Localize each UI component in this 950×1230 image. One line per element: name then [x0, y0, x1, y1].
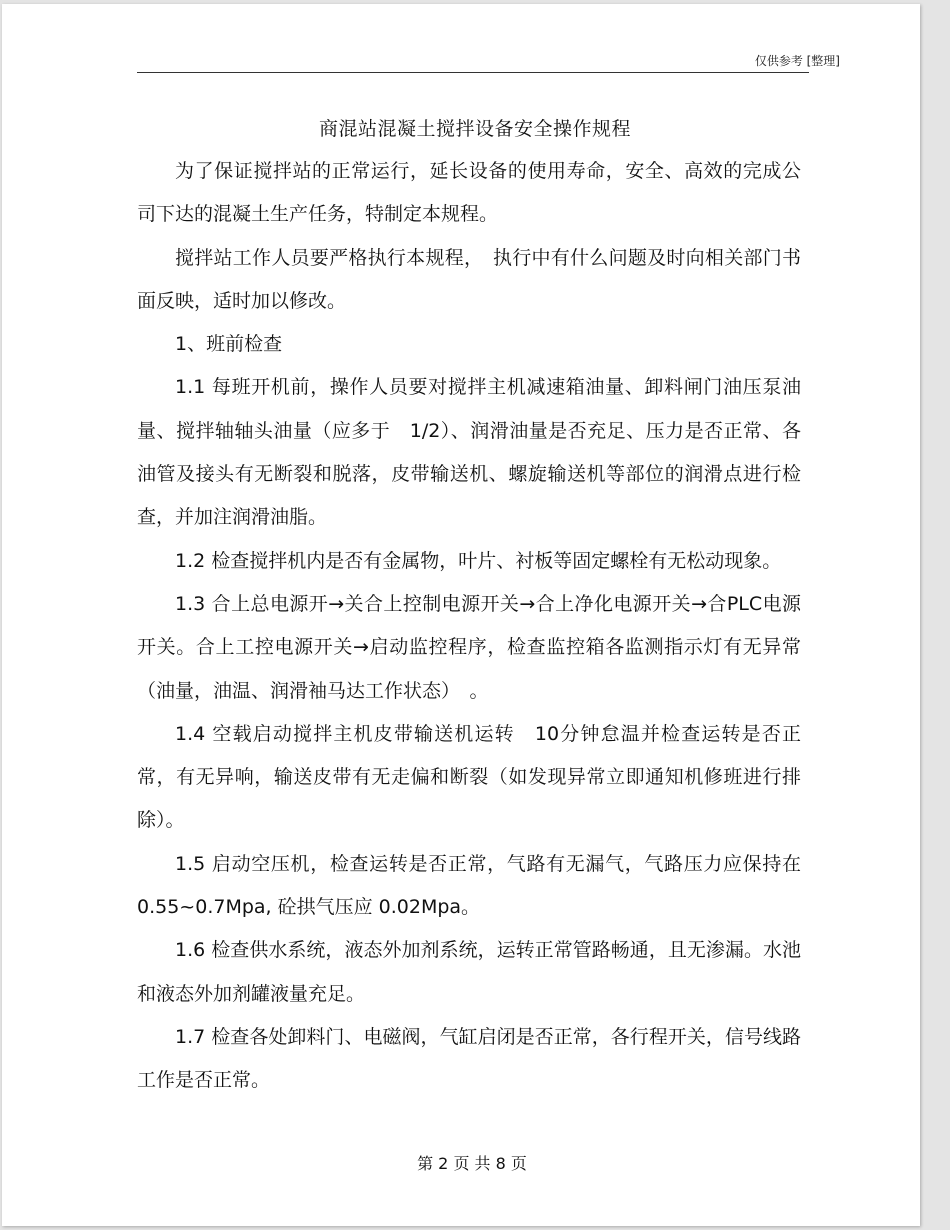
- paragraph-1-4: 1.4 空载启动搅拌主机皮带输送机运转 10分钟怠温并检查运转是否正常，有无异响，输送皮带有无走偏和断裂（如发现异常立即通知机修班进行排除）。: [137, 722, 801, 832]
- paragraph-1-6: 1.6 检查供水系统，液态外加剂系统，运转正常管路畅通，且无渗漏。水池和液态外加剂罐液量充足。: [137, 939, 801, 1005]
- paragraph-intro: 为了保证搅拌站的正常运行，延长设备的使用寿命，安全、高效的完成公司下达的混凝土生产任务，特制定本规程。: [137, 160, 801, 226]
- paragraph-1-1: 1.1 每班开机前，操作人员要对搅拌主机减速箱油量、卸料闸门油压泵油量、搅拌轴轴头油量（应多于 1/2）、润滑油量是否充足、压力是否正常、各油管及接头有无断裂和脱落，皮带输送机、螺旋输送机等部位的润滑点进行检查，并加注润滑油脂。: [137, 376, 801, 529]
- paragraph-1-2: 1.2 检查搅拌机内是否有金属物，叶片、衬板等固定螺栓有无松动现象。: [175, 549, 782, 572]
- document-title: 商混站混凝土搅拌设备安全操作规程: [318, 118, 631, 140]
- page-header: 仅供参考 [整理]: [754, 54, 840, 68]
- header-divider: [137, 72, 809, 73]
- paragraph-1-5: 1.5 启动空压机，检查运转是否正常，气路有无漏气，气路压力应保持在 0.55~0.7Mpa, 砼拱气压应 0.02Mpa。: [137, 852, 801, 919]
- paragraph-execution: 搅拌站工作人员要严格执行本规程， 执行中有什么问题及时向相关部门书面反映，适时加以修改。: [137, 246, 801, 312]
- section-heading-pre-shift-check: 1、班前检查: [175, 333, 283, 356]
- paragraph-1-7: 1.7 检查各处卸料门、电磁阀，气缸启闭是否正常，各行程开关，信号线路工作是否正常。: [137, 1025, 801, 1092]
- document-body: [137, 150, 801, 1103]
- paragraph-1-3: 1.3 合上总电源开→关合上控制电源开关→合上净化电源开关→合PLC电源开关。合上工控电源开关→启动监控程序，检查监控箱各监测指示灯有无异常（油量，油温、润滑袖马达工作状态） 。: [137, 592, 801, 702]
- page-number-footer: 第 2 页 共 8 页: [417, 1154, 527, 1173]
